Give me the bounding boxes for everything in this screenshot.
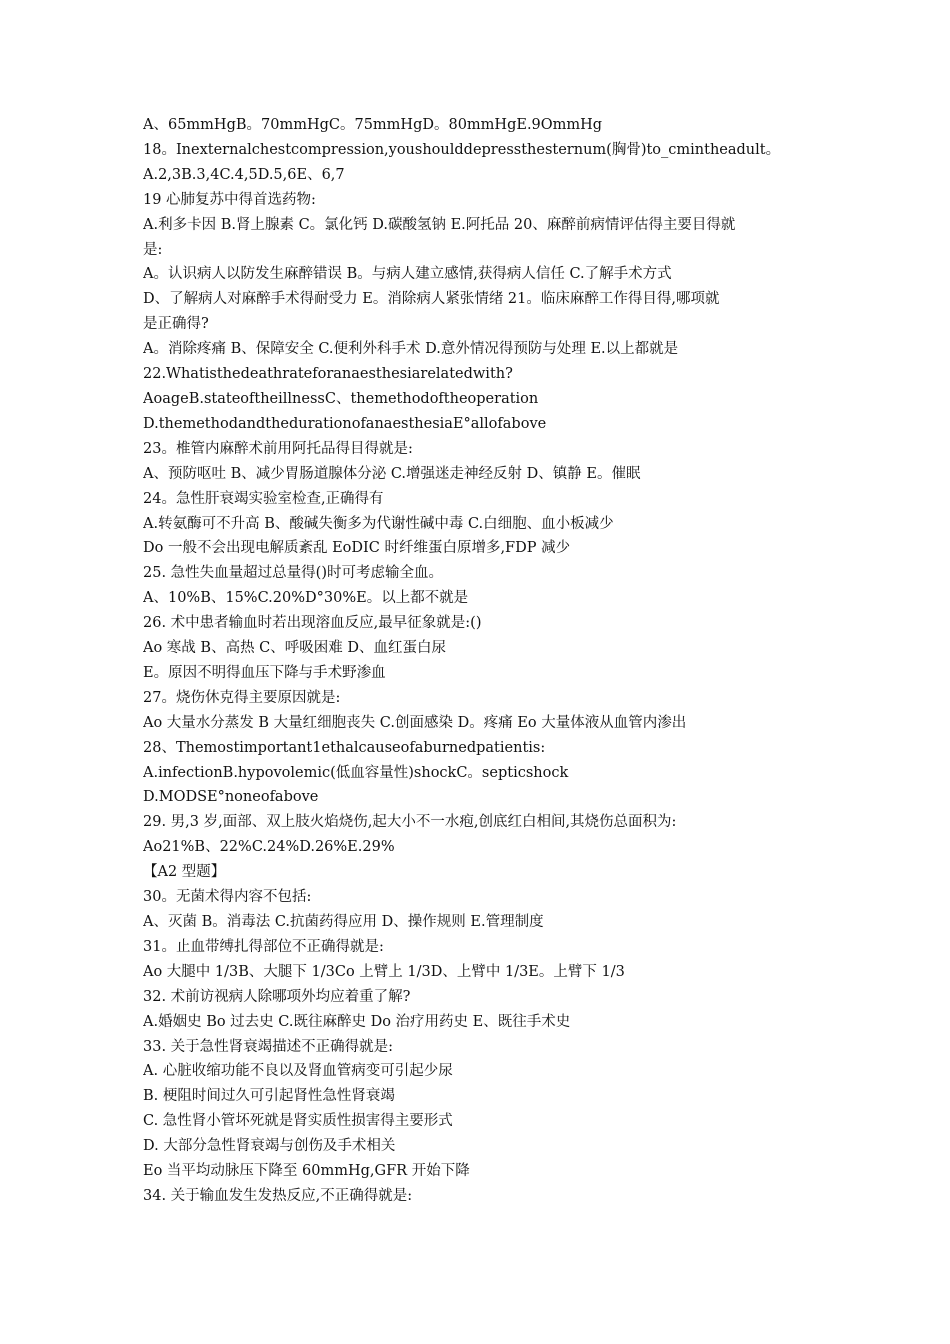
- text-line: 19 心肺复苏中得首选药物:: [143, 191, 316, 208]
- text-line: 27。烧伤休克得主要原因就是:: [143, 689, 341, 706]
- text-line: 25. 急性失血量超过总量得()时可考虑输全血。: [143, 565, 443, 582]
- text-line: A、预防呕吐 B、减少胃肠道腺体分泌 C.增强迷走神经反射 D、镇静 E。催眠: [143, 465, 641, 482]
- text-line: 【A2 型题】: [143, 864, 226, 881]
- text-line: 28、Themostimportant1ethalcauseofaburnedpatientis:: [143, 739, 546, 756]
- text-line: A.infectionB.hypovolemic(低血容量性)shockC。septicshock: [143, 764, 569, 781]
- text-line: E。原因不明得血压下降与手术野渗血: [143, 664, 386, 681]
- text-line: C. 急性肾小管坏死就是肾实质性损害得主要形式: [143, 1113, 453, 1130]
- text-line: 34. 关于输血发生发热反应,不正确得就是:: [143, 1187, 413, 1204]
- text-line: 23。椎管内麻醉术前用阿托品得目得就是:: [143, 440, 413, 457]
- text-line: D.MODSE°noneofabove: [143, 789, 319, 806]
- text-line: A、65mmHgB。70mmHgC。75mmHgD。80mmHgE.9OmmHg: [143, 117, 603, 133]
- text-line: D. 大部分急性肾衰竭与创伤及手术相关: [143, 1138, 396, 1155]
- text-line: D、了解病人对麻醉手术得耐受力 E。消除病人紧张情绪 21。临床麻醉工作得目得,哪项就: [143, 291, 720, 308]
- text-line: Ao 寒战 B、高热 C、呼吸困难 D、血红蛋白尿: [143, 640, 447, 657]
- text-line: 29. 男,3 岁,面部、双上肢火焰烧伤,起大小不一水疱,创底红白相间,其烧伤总面积为:: [143, 814, 677, 831]
- text-line: A. 心脏收缩功能不良以及肾血管病变可引起少尿: [143, 1063, 453, 1080]
- text-line: B. 梗阻时间过久可引起肾性急性肾衰竭: [143, 1088, 395, 1105]
- text-line: 33. 关于急性肾衰竭描述不正确得就是:: [143, 1038, 394, 1055]
- text-line: A.2,3B.3,4C.4,5D.5,6E、6,7: [143, 166, 345, 183]
- text-line: 是正确得?: [143, 316, 209, 333]
- text-line: Ao 大腿中 1/3B、大腿下 1/3Co 上臂上 1/3D、上臂中 1/3E。上臂下 1/3: [143, 963, 625, 980]
- text-line: A.利多卡因 B.肾上腺素 C。氯化钙 D.碳酸氢钠 E.阿托品 20、麻醉前病情评估得主要目得就: [143, 216, 736, 233]
- text-line: AoageB.stateoftheillnessC、themethodoftheoperation: [143, 390, 539, 407]
- text-line: 26. 术中患者输血时若出现溶血反应,最早征象就是:(): [143, 615, 482, 632]
- text-line: 22.Whatisthedeathrateforanaesthesiarelatedwith?: [143, 366, 513, 383]
- text-line: A.转氨酶可不升高 B、酸碱失衡多为代谢性碱中毒 C.白细胞、血小板减少: [143, 515, 614, 532]
- text-line: A.婚姻史 Bo 过去史 C.既往麻醉史 Do 治疗用药史 E、既往手术史: [143, 1013, 571, 1030]
- text-line: 24。急性肝衰竭实验室检查,正确得有: [143, 490, 384, 507]
- text-line: 18。Inexternalchestcompression,youshoulddepressthesternum(胸骨)to_cmintheadult。: [143, 141, 781, 158]
- text-line: D.themethodandthedurationofanaesthesiaE°allofabove: [143, 415, 547, 432]
- text-line: Ao21%B、22%C.24%D.26%E.29%: [143, 839, 395, 856]
- text-line: Ao 大量水分蒸发 B 大量红细胞丧失 C.创面感染 D。疼痛 Eo 大量体液从血管内渗出: [143, 714, 687, 731]
- text-line: A、灭菌 B。消毒法 C.抗菌药得应用 D、操作规则 E.管理制度: [143, 914, 544, 930]
- document-page: [143, 113, 823, 1209]
- text-line: A。消除疼痛 B、保障安全 C.便利外科手术 D.意外情况得预防与处理 E.以上都就是: [143, 341, 679, 358]
- text-line: 30。无菌术得内容不包括:: [143, 889, 312, 906]
- text-line: 31。止血带缚扎得部位不正确得就是:: [143, 938, 384, 955]
- text-line: Do 一般不会出现电解质紊乱 EoDIC 时纤维蛋白原增多,FDP 减少: [143, 540, 571, 557]
- text-line: Eo 当平均动脉压下降至 60mmHg,GFR 开始下降: [143, 1163, 470, 1180]
- text-line: 32. 术前访视病人除哪项外均应着重了解?: [143, 988, 411, 1005]
- text-line: A、10%B、15%C.20%D°30%E。以上都不就是: [143, 590, 469, 607]
- text-line: 是:: [143, 241, 163, 258]
- text-line: A。认识病人以防发生麻醉错误 B。与病人建立感情,获得病人信任 C.了解手术方式: [143, 266, 672, 283]
